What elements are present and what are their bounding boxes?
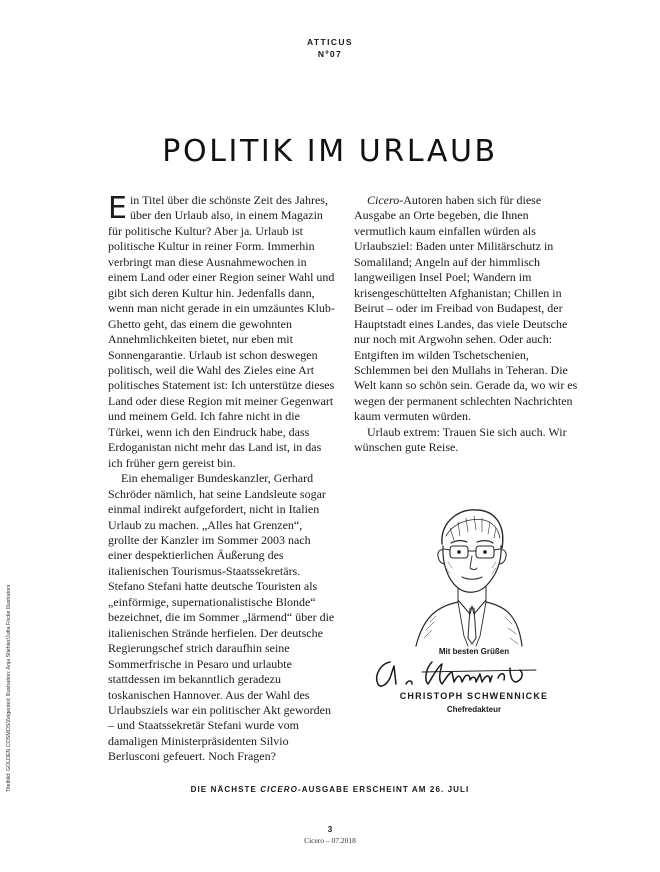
next-issue-magazine: CICERO	[260, 785, 298, 794]
issue-footer: Cicero – 07.2018	[304, 836, 356, 845]
article-title: POLITIK IM URLAUB	[162, 134, 498, 169]
page-number: 3	[327, 825, 333, 834]
closing-paragraph: Urlaub extrem: Trauen Sie sich auch. Wir wünschen gute Reise.	[354, 424, 567, 455]
signature-graphic	[366, 654, 556, 690]
greeting: Mit besten Grüßen	[438, 647, 510, 656]
author-name: CHRISTOPH SCHWENNICKE	[399, 691, 549, 701]
left-column	[108, 193, 336, 765]
editor-portrait	[410, 498, 526, 648]
drop-cap: E	[108, 191, 127, 226]
section-name: ATTICUS	[307, 37, 353, 47]
next-issue-notice	[0, 785, 660, 794]
authors-text: -Autoren haben sich für diese Ausgabe an Orte begeben, die Ihnen vermutlich kaum einfallen würden als Urlaubsziel: Baden unter Militärschutz in Somaliland; Angeln auf der himmlisch langweiligen Insel Poel; Wandern im krisengeschüttelten Afghanistan; Chillen in Beirut – oder im Freibad von Budapest, der Hauptstadt eines Landes, das viele Deutsche nur noch mit Argwohn sehen. Oder auch: Entgiften im wilden Tschetschenien, Schlemmen bei den Mullahs in Teheran. Die Welt kann so schön sein. Gerade da, wo wir es wegen der permanent schlechten Nachrichten kaum vermuten würden.	[354, 193, 578, 424]
masthead	[0, 36, 660, 60]
right-column	[354, 193, 580, 456]
issue-number: Nº07	[317, 49, 343, 59]
schroeder-paragraph: Ein ehemaliger Bundeskanzler, Gerhard Schröder nämlich, hat seine Landsleute sogar einmal indirekt aufgefordert, nicht in Italien Urlaub zu machen. „Alles hat Grenzen“, grollte der Kanzler im Sommer 2003 nach einer despektierlichen Äußerung des italienischen Tourismus-Staatssekretärs. Stefano Stefani hatte deutsche Touristen als „einförmige, supernationalistische Blonde“ bezeichnet, die im Sommer „lärmend“ über die italienischen Strände herfielen. Der deutsche Regierungschef strich daraufhin seine Sommerfrische in Pesaro und urlaubte stattdessen im bekanntlich geradezu toskanischen Hannover. Aus der Wahl des Urlaubsziels war ein politischer Akt geworden – und Staatssekretär Stefani wurde vom damaligen Ministerpräsidenten Silvio Berlusconi gefeuert. Noch Fragen?	[108, 471, 335, 764]
author-role: Chefredakteur	[446, 705, 502, 714]
next-issue-suffix: -AUSGABE ERSCHEINT AM 26. JULI	[297, 785, 470, 794]
image-credits: Titelbild: GOLDEN COSMOS/Zeigenteil; Illustration: Anja Stiehler/Jutta Fricke Illustrators	[6, 584, 12, 792]
intro-text: in Titel über die schönste Zeit des Jahres, über den Urlaub also, in einem Magazin für politische Kultur? Aber ja. Urlaub ist politische Kultur in reiner Form. Immerhin verbringt man diese Ausnahmewochen in einem Land oder einer Region seiner Wahl und gibt sich deren Kultur hin. Jedenfalls dann, wenn man nicht gerade in ein umzäuntes Klub-Ghetto geht, das einem die gewohnten Annehmlichkeiten bietet, nur eben mit Sonnengarantie. Urlaub ist schon deswegen politisch, weil die Wahl des Zieles eine Art politisches Statement ist: Ich unterstütze dieses Land oder diese Region mit meiner Gegenwart und meinem Geld. Ich fahre nicht in die Türkei, wenn ich den Eindruck habe, dass Erdoganistan nicht mehr das Land ist, in das ich früher gern gereist bin.	[108, 193, 335, 470]
intro-paragraph	[108, 193, 336, 471]
magazine-name: Cicero	[367, 193, 400, 207]
authors-paragraph	[354, 193, 580, 425]
next-issue-prefix: DIE NÄCHSTE	[190, 785, 261, 794]
